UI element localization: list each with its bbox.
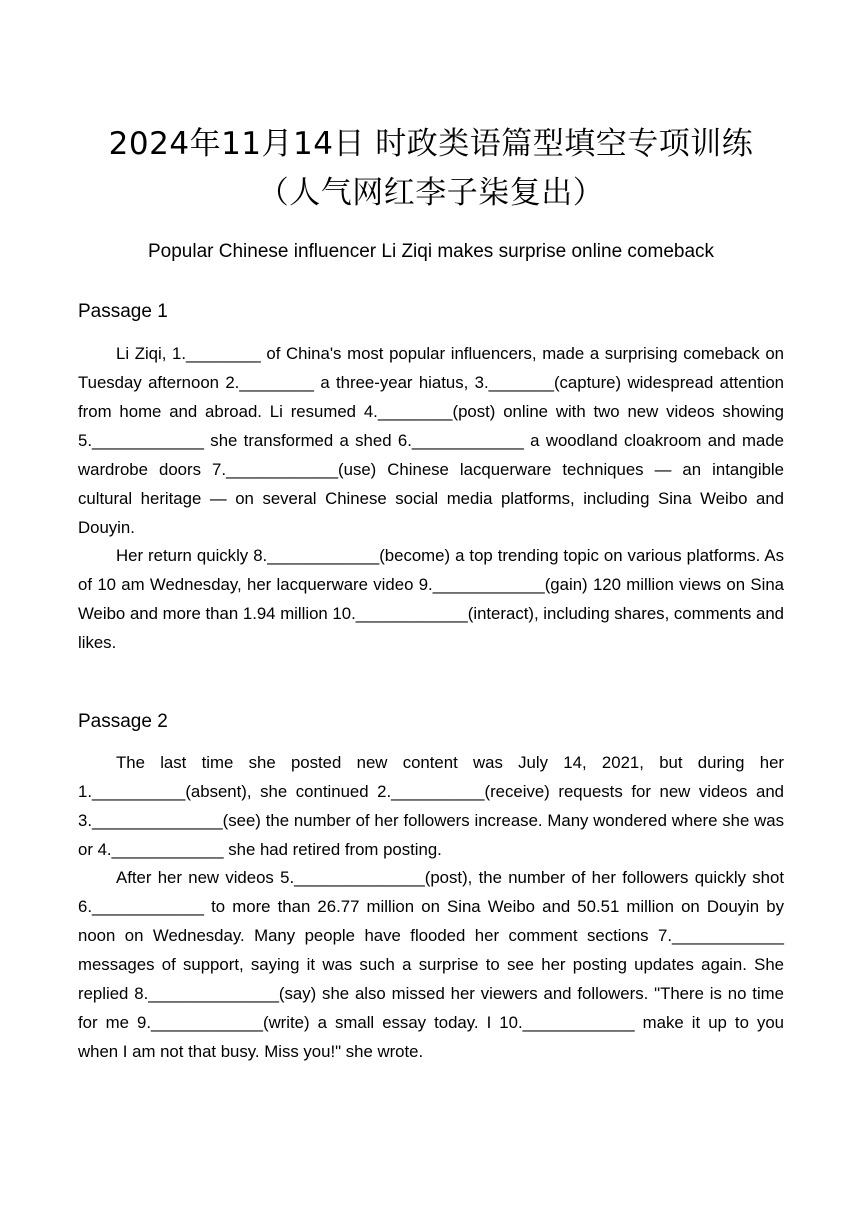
passage-1-paragraph-1: Li Ziqi, 1.________ of China's most popular influencers, made a surprising comeback on Tuesday afternoon 2.________ a three-year hiatus, 3._______(capture) widespread attention from home and abroad. Li resumed 4.________(post) online with two new videos showing 5.____________ she transformed a shed 6.____________ a woodland cloakroom and made wardrobe doors 7.____________(use) Chinese lacquerware techniques — an intangible cultural heritage — on several Chinese social media platforms, including Sina Weibo and Douyin. (78, 344, 784, 537)
document-subtitle: Popular Chinese influencer Li Ziqi makes surprise online comeback (147, 241, 715, 262)
document-title: 2024年11月14日 时政类语篇型填空专项训练（人气网红李子柒复出） (108, 126, 754, 211)
passage-2-heading: Passage 2 (78, 711, 168, 732)
passage-1-heading: Passage 1 (78, 301, 168, 322)
passage-1-paragraph-2: Her return quickly 8.____________(become) a top trending topic on various platforms. As of 10 am Wednesday, her lacquerware video 9.____________(gain) 120 million views on Sina Weibo and more than 1.94 million 10.____________(interact), including shares, comments and likes. (78, 546, 784, 652)
passage-2-paragraph-1: The last time she posted new content was July 14, 2021, but during her 1.__________(absent), she continued 2.__________(receive) requests for new videos and 3.______________(see) the number of her followers increase. Many wondered where she was or 4.____________ she had retired from posting. (78, 753, 784, 859)
passage-2-paragraph-2: After her new videos 5.______________(post), the number of her followers quickly shot 6.____________ to more than 26.77 million on Sina Weibo and 50.51 million on Douyin by noon on Wednesday. Many people have flooded her comment sections 7.____________ messages of support, saying it was such a surprise to see her posting updates again. She replied 8.______________(say) she also missed her viewers and followers. "There is no time for me 9.____________(write) a small essay today. I 10.____________ make it up to you when I am not that busy. Miss you!" she wrote. (78, 868, 784, 1061)
